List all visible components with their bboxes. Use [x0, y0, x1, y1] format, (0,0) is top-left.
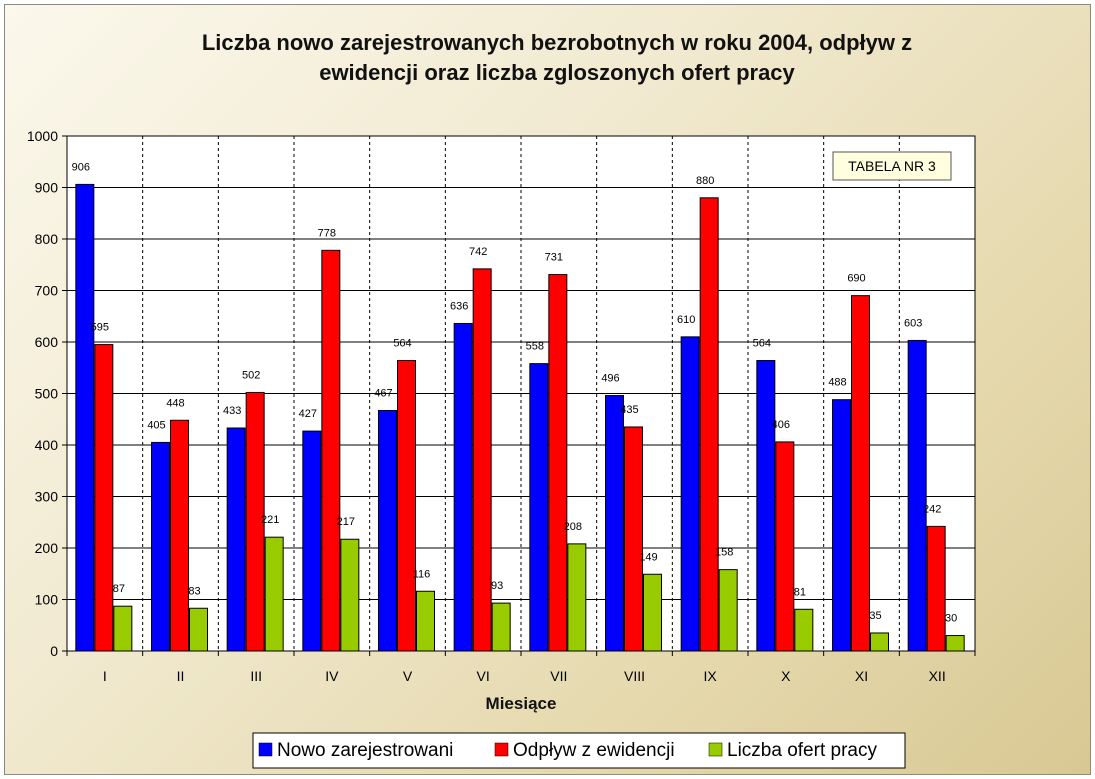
- bar-nowo: [681, 337, 699, 651]
- data-label-nowo: 467: [374, 387, 393, 400]
- y-tick-label: 300: [34, 488, 58, 505]
- legend-label-odplyw: Odpływ z ewidencji: [513, 740, 675, 761]
- data-label-odplyw: 880: [695, 174, 715, 187]
- data-label-oferty: 208: [563, 520, 583, 533]
- data-label-odplyw: 595: [90, 321, 110, 334]
- bar-nowo: [908, 340, 926, 651]
- data-label-oferty: 217: [336, 516, 356, 529]
- x-tick-label: IX: [703, 668, 717, 684]
- y-tick-label: 200: [34, 540, 58, 556]
- data-label-oferty: 30: [945, 612, 958, 625]
- bar-odplyw: [776, 442, 794, 651]
- x-tick-label: X: [781, 668, 791, 684]
- bar-nowo: [76, 184, 94, 651]
- x-tick-label: III: [250, 668, 263, 684]
- y-tick-label: 800: [34, 231, 58, 247]
- bar-oferty: [568, 544, 586, 651]
- bar-oferty: [190, 608, 208, 651]
- bar-odplyw: [852, 296, 870, 651]
- y-tick-label: 600: [34, 334, 58, 350]
- data-label-nowo: 636: [449, 300, 469, 313]
- data-label-odplyw: 564: [393, 337, 412, 350]
- data-label-odplyw: 406: [771, 418, 791, 431]
- x-tick-label: XI: [854, 668, 869, 684]
- x-axis-title: Miesiące: [485, 694, 557, 713]
- data-label-odplyw: 731: [544, 251, 564, 264]
- bar-oferty: [719, 570, 737, 651]
- data-label-nowo: 603: [903, 317, 923, 330]
- y-tick-label: 900: [34, 179, 58, 196]
- legend-swatch-oferty: [709, 743, 722, 756]
- chart-title-line-1: Liczba nowo zarejestrowanych bezrobotnych w roku 2004, odpływ z: [201, 30, 913, 55]
- data-label-odplyw: 448: [166, 397, 185, 410]
- legend-swatch-odplyw: [495, 743, 508, 756]
- data-label-nowo: 433: [222, 405, 242, 418]
- bar-oferty: [644, 574, 662, 651]
- chart-frame: [4, 4, 1091, 775]
- bar-oferty: [492, 603, 510, 651]
- bar-oferty: [114, 606, 132, 651]
- bar-oferty: [341, 539, 359, 651]
- bar-odplyw: [625, 427, 643, 651]
- data-label-odplyw: 742: [468, 245, 488, 258]
- bar-nowo: [379, 410, 397, 651]
- bar-nowo: [152, 442, 170, 651]
- annotation-text: TABELA NR 3: [848, 158, 936, 174]
- data-label-oferty: 158: [714, 546, 734, 559]
- data-label-oferty: 35: [869, 609, 882, 622]
- annotation-box: [833, 152, 951, 180]
- data-label-oferty: 221: [260, 514, 280, 527]
- data-label-odplyw: 435: [620, 403, 639, 416]
- data-label-oferty: 149: [639, 551, 658, 564]
- bar-odplyw: [700, 198, 718, 651]
- x-tick-label: II: [176, 668, 185, 684]
- bar-nowo: [606, 396, 624, 651]
- x-tick-label: XII: [928, 668, 946, 684]
- bar-odplyw: [549, 275, 567, 651]
- data-label-oferty: 116: [412, 568, 431, 581]
- legend-label-oferty: Liczba ofert pracy: [727, 740, 877, 761]
- bar-odplyw: [171, 420, 189, 651]
- y-tick-label: 100: [34, 591, 58, 608]
- bar-nowo: [757, 361, 775, 651]
- bar-odplyw: [95, 345, 113, 651]
- bar-oferty: [871, 633, 889, 651]
- data-label-odplyw: 242: [922, 503, 942, 516]
- y-tick-label: 1000: [26, 128, 58, 144]
- bar-oferty: [265, 537, 283, 651]
- data-label-oferty: 87: [112, 583, 125, 596]
- y-tick-label: 700: [34, 282, 58, 299]
- bar-odplyw: [927, 526, 945, 651]
- data-label-nowo: 610: [676, 313, 696, 326]
- data-label-oferty: 81: [793, 586, 806, 599]
- x-tick-label: I: [102, 668, 107, 684]
- legend-label-nowo: Nowo zarejestrowani: [277, 740, 454, 761]
- data-label-odplyw: 690: [847, 272, 866, 285]
- legend-swatch-nowo: [259, 743, 272, 756]
- y-tick-label: 400: [34, 437, 58, 453]
- bar-chart: [5, 5, 1090, 774]
- data-label-nowo: 488: [828, 376, 847, 389]
- bar-nowo: [833, 400, 851, 651]
- bar-nowo: [454, 323, 472, 651]
- bar-oferty: [946, 636, 964, 651]
- chart-title-line-2: ewidencji oraz liczba zgloszonych ofert pracy: [319, 60, 795, 85]
- x-tick-label: VII: [550, 668, 568, 684]
- data-label-nowo: 405: [147, 419, 166, 432]
- bar-nowo: [227, 428, 245, 651]
- data-label-nowo: 427: [298, 408, 318, 421]
- bar-nowo: [303, 431, 321, 651]
- bar-oferty: [417, 591, 435, 651]
- x-tick-label: VI: [476, 668, 490, 684]
- bar-nowo: [530, 364, 548, 651]
- bar-odplyw: [473, 269, 491, 651]
- data-label-nowo: 564: [752, 337, 772, 350]
- y-tick-label: 500: [34, 385, 58, 402]
- data-label-nowo: 558: [525, 340, 545, 353]
- data-label-odplyw: 502: [241, 369, 261, 382]
- x-tick-label: V: [402, 668, 413, 684]
- bar-oferty: [795, 609, 813, 651]
- data-label-nowo: 496: [601, 372, 620, 385]
- data-label-oferty: 83: [188, 585, 201, 598]
- bar-odplyw: [322, 250, 340, 651]
- data-label-oferty: 93: [491, 580, 504, 593]
- y-tick-label: 0: [50, 643, 58, 659]
- x-tick-label: VIII: [623, 668, 646, 684]
- legend: [253, 733, 905, 768]
- bar-odplyw: [398, 361, 416, 651]
- x-tick-label: IV: [325, 668, 339, 684]
- data-label-nowo: 906: [71, 161, 91, 174]
- data-label-odplyw: 778: [317, 227, 337, 240]
